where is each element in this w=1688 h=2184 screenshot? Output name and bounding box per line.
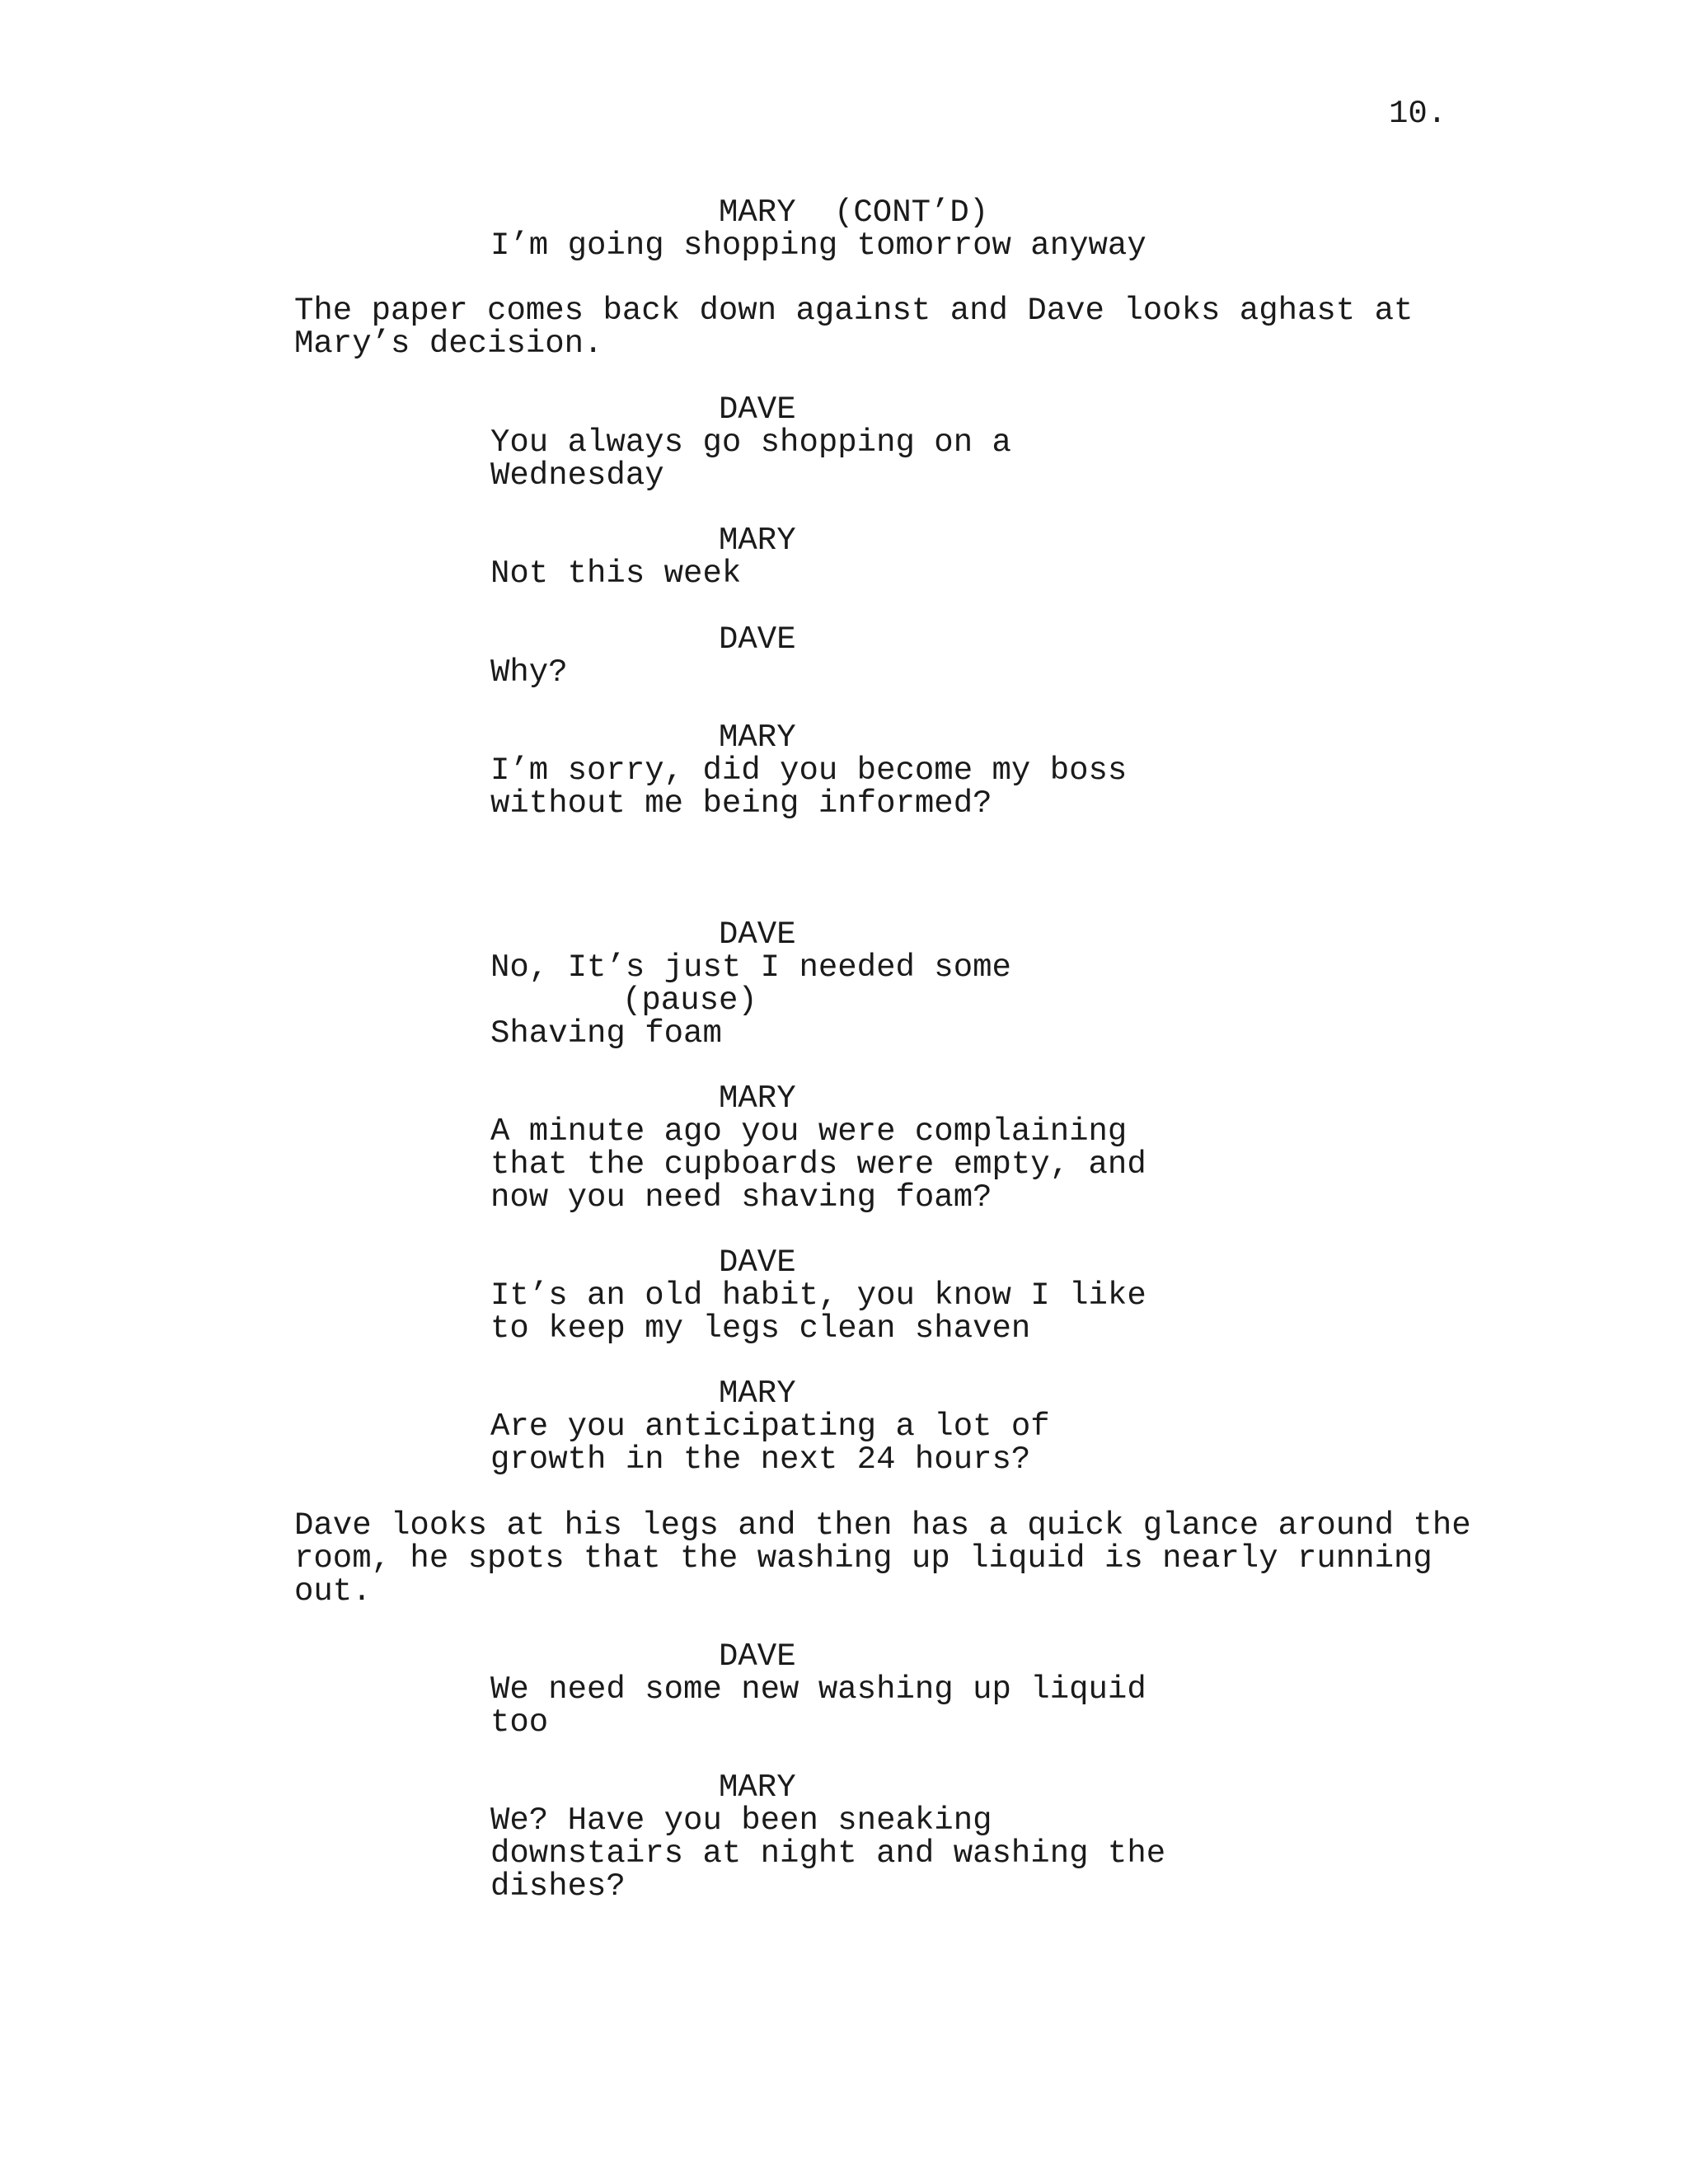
character-name: MARY	[719, 523, 796, 559]
character-name: DAVE	[719, 621, 796, 658]
dialogue-line: that the cupboards were empty, and	[490, 1146, 1146, 1183]
character-name: DAVE	[719, 391, 796, 428]
dialogue-line: now you need shaving foam?	[490, 1179, 992, 1216]
dialogue-line: No, It’s just I needed some	[490, 949, 1011, 986]
dialogue-line: Not this week	[490, 555, 742, 592]
character-name: MARY	[719, 1376, 796, 1412]
dialogue-line: I’m going shopping tomorrow anyway	[490, 227, 1146, 264]
dialogue-line: to keep my legs clean shaven	[490, 1310, 1031, 1347]
character-name: DAVE	[719, 1638, 796, 1675]
dialogue-line: Why?	[490, 654, 568, 691]
action-line: The paper comes back down against and Dave looks aghast at	[294, 293, 1414, 329]
dialogue-line: without me being informed?	[490, 785, 992, 822]
dialogue-line: Wednesday	[490, 457, 664, 494]
dialogue-line: I’m sorry, did you become my boss	[490, 752, 1128, 789]
dialogue-line: dishes?	[490, 1868, 626, 1905]
character-name: MARY	[719, 1080, 796, 1117]
dialogue-line: We need some new washing up liquid	[490, 1671, 1146, 1708]
dialogue-line: Are you anticipating a lot of	[490, 1408, 1050, 1445]
parenthetical: (pause)	[622, 982, 757, 1019]
action-line: Mary’s decision.	[294, 326, 603, 362]
dialogue-line: downstairs at night and washing the	[490, 1835, 1166, 1872]
dialogue-line: too	[490, 1704, 549, 1741]
action-line: Dave looks at his legs and then has a quick glance around the	[294, 1507, 1471, 1544]
dialogue-line: It’s an old habit, you know I like	[490, 1277, 1146, 1314]
dialogue-line: growth in the next 24 hours?	[490, 1441, 1031, 1478]
character-extension: (CONT’D)	[834, 194, 989, 231]
character-name: DAVE	[719, 916, 796, 953]
page-number: 10.	[1389, 96, 1447, 132]
dialogue-line: Shaving foam	[490, 1015, 722, 1052]
character-name: MARY	[719, 1769, 796, 1806]
character-name: MARY	[719, 194, 796, 231]
character-name: DAVE	[719, 1244, 796, 1281]
dialogue-line: A minute ago you were complaining	[490, 1113, 1128, 1150]
dialogue-line: We? Have you been sneaking	[490, 1802, 992, 1839]
dialogue-line: You always go shopping on a	[490, 424, 1011, 461]
action-line: room, he spots that the washing up liquid is nearly running	[294, 1540, 1432, 1577]
action-line: out.	[294, 1573, 372, 1610]
character-name: MARY	[719, 719, 796, 756]
